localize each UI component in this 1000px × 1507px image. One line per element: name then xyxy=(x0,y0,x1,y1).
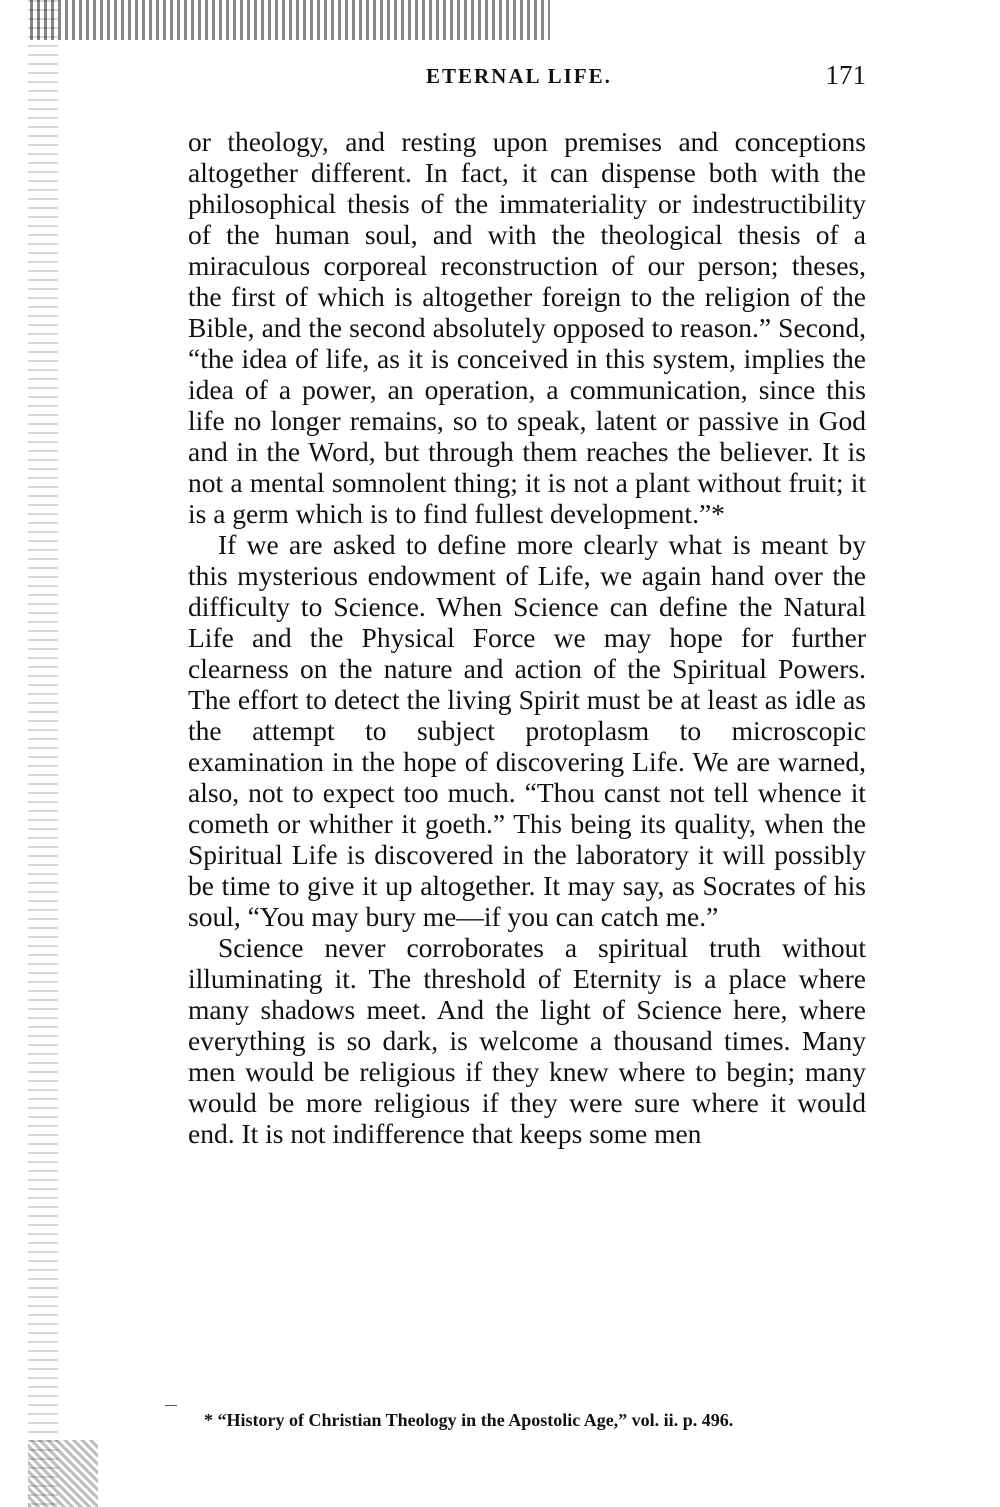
paragraph-3: Science never corroborates a spiritual truth without illuminating it. The threshold of Eternity is a place where many shadows meet. And the light of Science here, where everything is so dark, is welcome a thousand times. Many men would be religious if they knew where to begin; many would be more religious if they were sure where it would end. It is not indifference that keeps some men xyxy=(188,932,866,1149)
scan-artifact-corner xyxy=(28,1440,98,1507)
page-number: 171 xyxy=(825,60,866,90)
footnote: * “History of Christian Theology in the Apostolic Age,” vol. ii. p. 496. xyxy=(204,1410,734,1430)
paragraph-1: or theology, and resting upon premises and conceptions altogether different. In fact, it can dispense both with the philosophical thesis of the immateriality or indestructibility of the human soul, and with the theological thesis of a miraculous corporeal reconstruction of our person; theses, the first of which is altogether foreign to the religion of the Bible, and the second absolutely opposed to reason.” Second, “the idea of life, as it is conceived in this system, implies the idea of a power, an operation, a communication, since this life no longer remains, so to speak, latent or passive in God and in the Word, but through them reaches the believer. It is not a mental somnolent thing; it is not a plant without fruit; it is a germ which is to find fullest development.”* xyxy=(188,126,866,529)
scan-artifact-left xyxy=(28,0,58,1507)
page-header xyxy=(186,60,866,100)
running-title: ETERNAL LIFE. xyxy=(426,64,612,88)
body-text xyxy=(188,126,866,1149)
footnote-mark-rule xyxy=(165,1405,177,1406)
scan-artifact-top xyxy=(30,0,550,40)
paragraph-2: If we are asked to define more clearly what is meant by this mysterious endowment of Life, we again hand over the difficulty to Science. When Science can define the Natural Life and the Physical Force we may hope for further clearness on the nature and action of the Spiritual Powers. The effort to detect the living Spirit must be at least as idle as the attempt to subject protoplasm to microscopic examination in the hope of discovering Life. We are warned, also, not to expect too much. “Thou canst not tell whence it cometh or whither it goeth.” This being its quality, when the Spiritual Life is discovered in the laboratory it will possibly be time to give it up altogether. It may say, as Socrates of his soul, “You may bury me—if you can catch me.” xyxy=(188,529,866,932)
